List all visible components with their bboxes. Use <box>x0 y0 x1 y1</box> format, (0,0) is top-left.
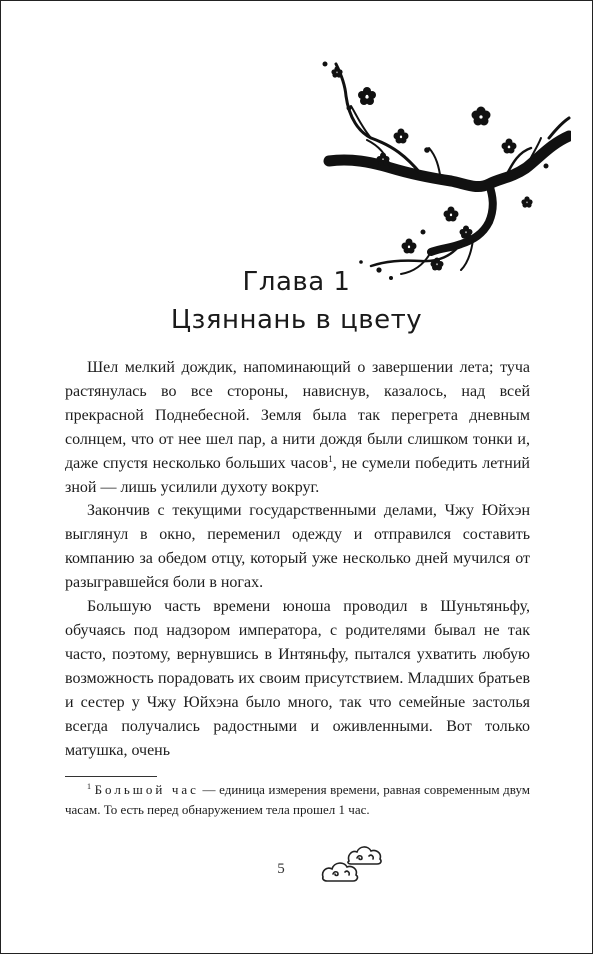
footnote-text: — единица измерения времени, равная современным двум часам. То есть перед обнаружением тела прошел 1 час. <box>65 782 530 817</box>
footnote-marker: 1 <box>87 782 91 791</box>
paragraph-1-text: Шел мелкий дождик, напоминающий о завершении лета; туча растянулась во все стороны, нависнув, казалось, над всей прекрасной Поднебесной. Земля была так перегрета дневным солнцем, что от нее шел пар, а нити дождя были слишком тонки и, даже спустя несколько больших часов <box>65 359 530 472</box>
footnote-term: Большой час <box>94 782 199 797</box>
chapter-number: Глава 1 <box>242 267 351 297</box>
paragraph-3: Большую часть времени юноша проводил в Шуньтяньфу, обучаясь под надзором императора, с родителями бывал не так часто, поэтому, вернувшись в Интяньфу, пытался ухватить любую возможность порадовать их своим присутствием. Младших братьев и сестер у Чжу Юйхэна было много, так что семейные застолья всегда получались радостными и оживленными. Вот только матушка, очень <box>65 598 530 759</box>
paragraph-1-text-end: , не сумели победить летний зной — лишь усилили духоту вокруг. <box>65 454 530 496</box>
paragraph-2: Закончив с текущими государственными делами, Чжу Юйхэн выглянул в окно, переменил одежду и отправился составить компанию за обедом отцу, который уже несколько дней мучился от разыгравшейся боли в ногах. <box>65 502 530 592</box>
footnote-reference[interactable]: 1 <box>328 453 333 464</box>
cloud-ornament <box>319 839 385 887</box>
footnote <box>65 780 530 819</box>
footnote-divider <box>65 776 157 777</box>
paragraph-1 <box>65 356 530 499</box>
chapter-body <box>65 356 530 762</box>
chapter-title: Цзяннань в цвету <box>170 305 423 335</box>
page-number: 5 <box>277 861 285 877</box>
plum-blossom-branch-illustration <box>301 56 571 286</box>
